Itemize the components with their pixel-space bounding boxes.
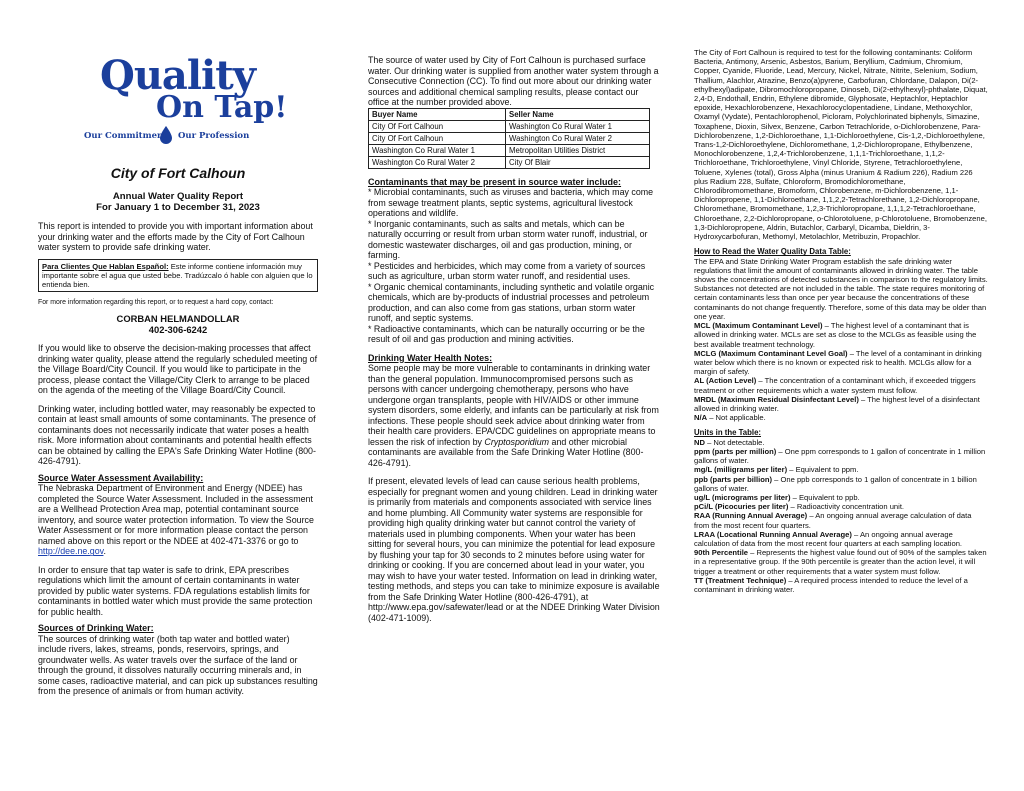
unit-text: – An ongoing annual average calculation of data from the most recent four quarters at each sampling location. <box>694 529 963 548</box>
report-title: Annual Water Quality Report <box>112 191 244 202</box>
definition-item <box>694 413 988 422</box>
definition-term: MRDL (Maximum Residual Disinfectant Level) <box>694 394 859 404</box>
contaminant-item: * Pesticides and herbicides, which may come from a variety of sources such as agriculture, urban storm water runoff, and residential uses. <box>368 260 646 281</box>
definition-text: – The level of a contaminant in drinking water below which there is no known or expected risk to health. MCLGs allow for a margin of safety. <box>694 348 982 377</box>
cryptosporidium-term: Cryptosporidium <box>484 436 550 447</box>
unit-term: ug/L (micrograms per liter) <box>694 492 791 502</box>
unit-term: 90th Percentile <box>694 548 749 558</box>
required-tests-paragraph: The City of Fort Calhoun is required to test for the following contaminants: Coliform Bacteria, Antimony, Arsenic, Asbestos, Barium, Beryllium, Cadmium, Chromium, Copper, Cyanide, Fluoride, Lead, Mercury, Nickel, Nitrate, Nitrite, Selenium, Sodium, Thallium, Alachlor, Atrazine, Benzo(a)pyrene, Carbofuran, Chlordane, Dalapon, Di(2-ethylhexyl)adipate, Dibromochloropropane, Dinoseb, Di(2-ethylhexyl)-phthalate, Diquat, 2,4-D, Endothall, Endrin, Ethylene dibromide, Glyphosate, Heptachlor, Heptachlor epoxide, Hexachlorobenzene, Hexachlorocyclopentadiene, Lindane, Methoxychlor, Oxamyl (Vydate), Pentachlorophenol, Picloram, Polychlorinated biphenyls, Simazine, Toxaphene, Dioxin, Silvex, Benzene, Carbon Tetrachloride, o-Dichlorobenzene, Para-Dichlorobenzene, 1,2-Dichloroethane, 1,1-Dichloroethylene, Cis-1,2,-Dichloroethylene, Trans-1,2-Dichloroethylene, Dichloromethane, 1,2-Dichloropropane, Ethylbenzene, Monochlorobenzene, 1,2,4-Trichlorobenzene, 1,1,1-Trichloroethane, 1,1,2-Trichloroethane, Trichloroethylene, Vinyl Chloride, Styrene, Tetrachloroethylene, Toluene, Xylenes (total), Gross Alpha (minus Uranium & Radium 226), Radium 226 plus Radium 228, Sulfate, Chloroform, Bromodichloromethane, Chlorodibromomethane, Bromoform, Chlorobenzene, m-Dichlorobenzene, 1,1-Dichloropropene, 1,1-Dichloroethane, 1,1,2,2-Tetrachlorethane, 1,2-Dichloropropane, Chloromethane, Bromomethane, 1,2,3-Trichloropropane, 1,1,1,2-Tetrachloroethane, Chloroethane, 2,2-Dichloropropane, o-Chlorotoluene, p-Chlorotoluene, Bromobenzene, 1,3-Dichloropropene, Aldrin, Butachlor, Carbaryl, Dicamba, Dieldrin, 3-Hydroxycarbofuran, Methomyl, Metolachlor, Metribuzin, Propachlor. <box>694 48 988 242</box>
unit-term: mg/L (milligrams per liter) <box>694 465 788 475</box>
unit-text: – One ppb corresponds to 1 gallon of concentrate in 1 billion gallons of water. <box>694 474 977 493</box>
logo-on-tap: On Tap! <box>156 90 288 125</box>
unit-item <box>694 548 988 576</box>
column-right <box>694 48 988 594</box>
unit-term: LRAA (Locational Running Annual Average) <box>694 529 852 539</box>
buyer-header: Buyer Name <box>369 108 506 120</box>
unit-item <box>694 511 988 529</box>
contaminant-item: * Organic chemical contaminants, including synthetic and volatile organic chemicals, which are by-products of industrial processes and petroleum production, and can also come from gas stations, urban storm water runoff, and septic systems. <box>368 281 655 323</box>
unit-item <box>694 576 988 594</box>
contact-phone: 402-306-6242 <box>148 324 208 336</box>
meeting-paragraph: If you would like to observe the decision-making processes that affect drinking water quality, please attend the regularly scheduled meeting of the Village Board/City Council. If you would like to participate in the process, please contact the Village/City Clerk to arrange to be placed on the agenda of the meeting of the Village Board/City Council. <box>38 343 318 396</box>
unit-item <box>694 438 988 447</box>
unit-text: – Represents the highest value found out of 90% of the samples taken in a representative group. If the 90th percentile is greater than the action level, it will trigger a treatment or other requirements that a water system must follow. <box>694 548 987 576</box>
unit-item <box>694 493 988 502</box>
epa-paragraph: In order to ensure that tap water is safe to drink, EPA prescribes regulations which limit the amount of certain contaminants in water provided by public water systems. FDA regulations establish limits for contaminants in bottled water which must provide the same protection for public health. <box>38 564 313 617</box>
definition-text: – The concentration of a contaminant which, if exceeded triggers treatment or other requirements which a water system must follow. <box>694 376 976 395</box>
assessment-text: The Nebraska Department of Environment and Energy (NDEE) has completed the Source Water Assessment. Included in the assessment are a Wellhead Protection Area map, potential contaminant source inventory, and source water protection information. To view the Source Water Assessment or for more information please contact the person named above on this report or the NDEE at 402-471-3376 or go to <box>38 483 314 546</box>
ndee-link[interactable]: http://dee.ne.gov <box>38 546 104 557</box>
column-left <box>38 52 318 697</box>
definition-item <box>694 376 988 394</box>
spanish-text: Este informe contiene información muy importante sobre el agua que usted bebe. Tradúzcalo ó hable con alguien que lo entienda bien. <box>42 261 313 289</box>
city-title: City of Fort Calhoun <box>110 165 246 181</box>
unit-text: – Equivalent to ppm. <box>787 465 859 475</box>
table-header-row <box>369 108 650 120</box>
assessment-heading: Source Water Assessment Availability: <box>38 472 204 483</box>
seller-cell: Washington Co Rural Water 1 <box>506 120 650 132</box>
definition-text: – The highest level of a contaminant that is allowed in drinking water. MCLs are set as close to the MCLGs as feasible using the best available treatment technology. <box>694 321 977 349</box>
contaminants-heading: Contaminants that may be present in source water include: <box>368 176 622 187</box>
units-heading: Units in the Table: <box>694 428 761 438</box>
unit-term: ppm (parts per million) <box>694 446 777 456</box>
buyer-cell: City Of Fort Calhoun <box>369 120 506 132</box>
unit-item <box>694 447 988 465</box>
unit-term: RAA (Running Annual Average) <box>694 511 808 521</box>
unit-text: – Equivalent to ppb. <box>790 492 860 502</box>
unit-text: – A required process intended to reduce the level of a contaminant in drinking water. <box>694 575 968 594</box>
definition-text: – Not applicable. <box>707 413 766 423</box>
seller-header: Seller Name <box>506 108 650 120</box>
definition-term: MCL (Maximum Contaminant Level) <box>694 321 823 331</box>
buyer-cell: City Of Fort Calhoun <box>369 132 506 144</box>
table-row <box>369 132 650 144</box>
contaminant-item: * Radioactive contaminants, which can be naturally occurring or be the result of oil and gas production and mining activities. <box>368 323 645 344</box>
unit-item <box>694 530 988 548</box>
health-heading: Drinking Water Health Notes: <box>368 352 493 363</box>
unit-item <box>694 465 988 474</box>
sources-heading: Sources of Drinking Water: <box>38 623 154 634</box>
spanish-notice <box>38 259 318 293</box>
unit-term: ppb (parts per billion) <box>694 474 773 484</box>
contaminant-item: * Inorganic contaminants, such as salts and metals, which can be naturally occurring or result from urban storm water runoff, industrial, or domestic wastewater discharges, oil and gas production, mining, or farming. <box>368 218 648 260</box>
health-text-a: Some people may be more vulnerable to contaminants in drinking water than the general population. Immunocompromised persons such as persons with cancer undergoing chemotherapy, persons who have undergone organ transplants, people with HIV/AIDS or other immune system disorders, some elderly, and infants can be particularly at risk from infections. These people should seek advice about drinking water from their health care providers. EPA/CDC guidelines on appropriate means to lessen the risk of infection by <box>368 363 659 447</box>
spanish-label: Para Clientes Que Hablan Español: <box>42 261 169 271</box>
buyer-cell: Washington Co Rural Water 1 <box>369 144 506 156</box>
assessment-paragraph: The Nebraska Department of Environment and Energy (NDEE) has completed the Source Water Assessment. Included in the assessment are a Wellhead Protection Area map, potential contaminant source inventory, and source water protection information. To view the Source Water Assessment or for more information please contact the person named above on this report or the NDEE at 402-471-3376 or go to http://dee.ne.gov. <box>38 483 314 557</box>
table-row <box>369 144 650 156</box>
unit-item <box>694 475 988 493</box>
unit-text: – Radioactivity concentration unit. <box>788 502 905 512</box>
unit-item <box>694 502 988 511</box>
definition-term: AL (Action Level) <box>694 376 757 386</box>
report-period: For January 1 to December 31, 2023 <box>96 202 260 213</box>
intro-text: This report is intended to provide you with important information about your drinking water and the efforts made by the City of Fort Calhoun water system to provide safe drinking water. <box>38 221 313 252</box>
unit-text: – Not detectable. <box>704 437 765 447</box>
sources-paragraph: The sources of drinking water (both tap water and bottled water) include rivers, lakes, streams, ponds, reservoirs, springs, and groundwater wells. As water travels over the surface of the land or through the ground, it dissolves naturally occurring minerals and, in some cases, radioactive material, and can pick up substances resulting from the presence of animals or from human activity. <box>38 633 318 697</box>
seller-cell: City Of Blair <box>506 156 650 168</box>
seller-cell: Metropolitan Utilities District <box>506 144 650 156</box>
unit-text: – One ppm corresponds to 1 gallon of concentrate in 1 million gallons of water. <box>694 446 986 466</box>
definition-item <box>694 395 988 413</box>
definition-item <box>694 321 988 349</box>
definition-term: MCLG (Maximum Contaminant Level Goal) <box>694 348 848 358</box>
unit-term: pCi/L (Picocuries per liter) <box>694 502 789 512</box>
bottled-water-paragraph: Drinking water, including bottled water, may reasonably be expected to contain at least small amounts of some contaminants. The presence of contaminants does not necessarily indicate that water poses a health risk. More information about contaminants and potential health effects can be obtained by calling the EPA's Safe Drinking Water Hotline (800-426-4791). <box>38 403 316 467</box>
unit-term: ND <box>694 437 705 447</box>
read-table-paragraph: The EPA and State Drinking Water Program establish the safe drinking water regulations that limit the amount of contaminants allowed in drinking water. The table shows the concentrations of detected substances in comparison to the regulatory limits. Substances not detected are not included in the table. The state requires monitoring of certain contaminants less than once per year because the concentrations of these contaminants do not change frequently. Therefore, some of this data may be older than one year. <box>694 256 988 321</box>
seller-cell: Washington Co Rural Water 2 <box>506 132 650 144</box>
definition-text: – The highest level of a disinfectant allowed in drinking water. <box>694 394 980 413</box>
table-row <box>369 156 650 168</box>
logo-profession: Our Profession <box>178 131 250 141</box>
unit-text: – An ongoing annual average calculation of data from the most recent four quarters. <box>694 511 972 530</box>
unit-term: TT (Treatment Technique) <box>694 575 787 585</box>
contaminant-item: * Microbial contaminants, such as viruses and bacteria, which may come from sewage treatment plants, septic systems, agricultural livestock operations and wildlife. <box>368 187 654 218</box>
buyer-seller-table <box>368 108 650 169</box>
contact-name: CORBAN HELMANDOLLAR <box>116 313 240 325</box>
purchase-paragraph: The source of water used by City of Fort Calhoun is purchased surface water. Our drinking water is supplied from another water system through a Consecutive Connection (CC). To find out more about our drinking water sources and additional chemical sampling results, please contact our office at the number provided above. <box>368 55 659 107</box>
lead-paragraph: If present, elevated levels of lead can cause serious health problems, especially for pregnant women and young children. Lead in drinking water is primarily from materials and components associated with service lines and home plumbing. All Community water systems are responsible for providing high quality drinking water but cannot control the variety of materials used in plumbing components. When your water has been sitting for several hours, you can minimize the potential for lead exposure by flushing your tap for 30 seconds to 2 minutes before using water for drinking or cooking. If you are concerned about lead in your water, you may wish to have your water tested. Information on lead in drinking water, testing methods, and steps you can take to minimize exposure is available from the Safe Drinking Water Hotline (800-426-4791), at http://www.epa.gov/safewater/lead or at the NDEE Drinking Water Division (402-471-1009). <box>368 476 660 623</box>
definition-item <box>694 349 988 377</box>
logo-quality: Quality <box>100 52 255 99</box>
health-text-b: and other microbial contaminants are available from the Safe Drinking Water Hotline (800-426-4791). <box>368 436 644 468</box>
buyer-cell: Washington Co Rural Water 2 <box>369 156 506 168</box>
logo-commitment: Our Commitment <box>84 131 168 141</box>
contact-note: For more information regarding this report, or to request a hard copy, contact: <box>38 299 274 307</box>
definition-term: N/A <box>694 413 708 423</box>
read-table-heading: How to Read the Water Quality Data Table: <box>694 247 851 257</box>
table-row <box>369 120 650 132</box>
quality-on-tap-logo <box>38 52 318 159</box>
column-middle <box>368 55 660 623</box>
health-paragraph <box>368 363 660 468</box>
